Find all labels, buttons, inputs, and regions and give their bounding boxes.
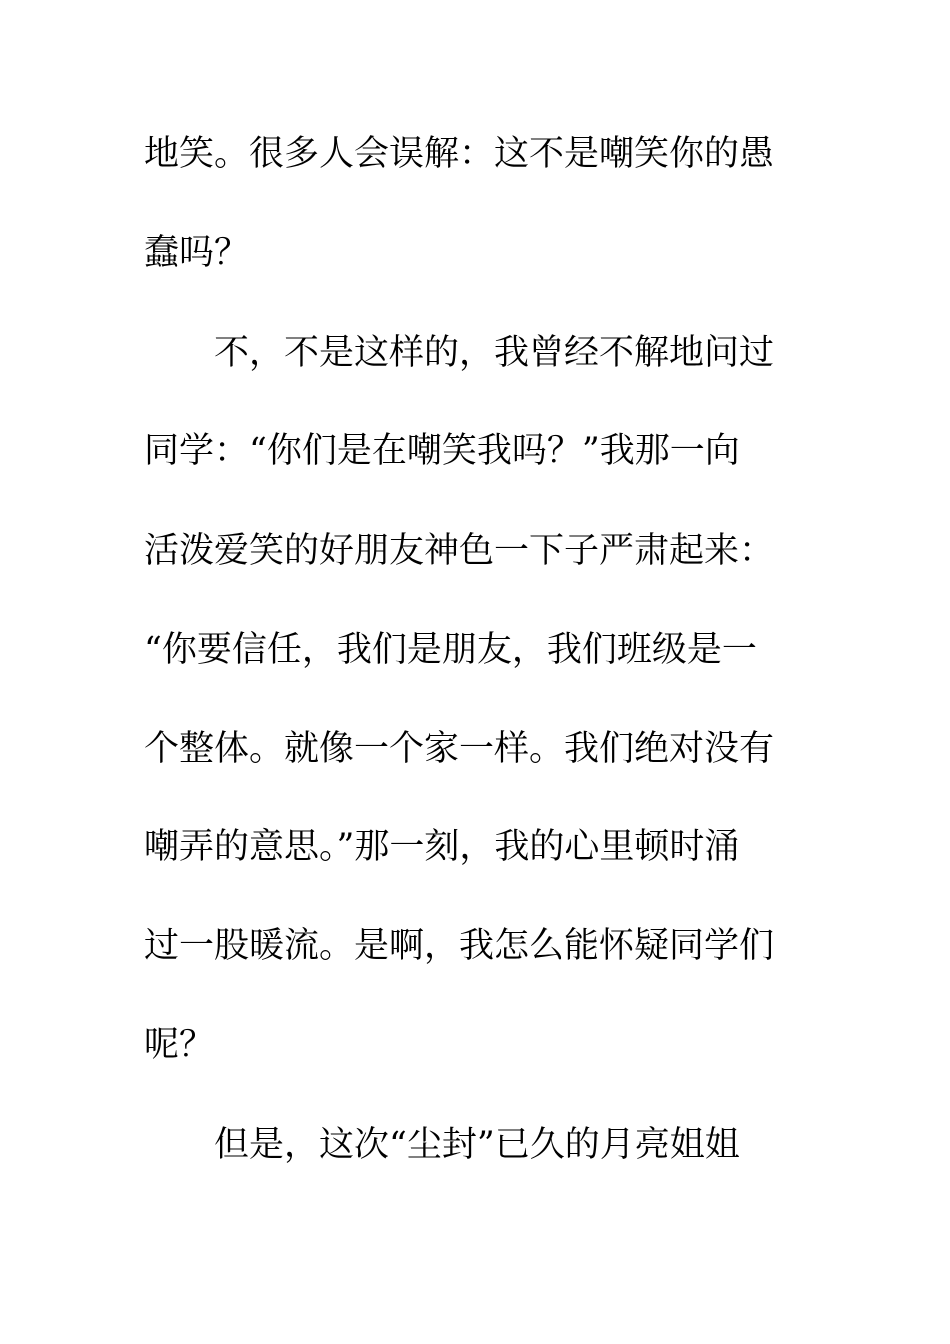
text-line-6: “你要信任，我们是朋友，我们班级是一 (144, 630, 757, 670)
text-line-10: 呢？ (144, 1025, 215, 1065)
text-line-4: 同学：“你们是在嘲笑我吗？”我那一向 (144, 431, 740, 471)
text-line-5: 活泼爱笑的好朋友神色一下子严肃起来： (144, 531, 775, 571)
text-line-9: 过一股暖流。是啊，我怎么能怀疑同学们 (144, 926, 775, 966)
text-line-8: 嘲弄的意思。”那一刻，我的心里顿时涌 (144, 827, 740, 867)
text-line-1: 地笑。很多人会误解：这不是嘲笑你的愚 (144, 134, 775, 174)
text-line-7: 个整体。就像一个家一样。我们绝对没有 (144, 729, 775, 769)
text-line-11: 但是，这次“尘封”已久的月亮姐姐 (214, 1125, 740, 1165)
text-line-3: 不，不是这样的，我曾经不解地问过 (214, 333, 775, 373)
text-line-2: 蠢吗？ (144, 233, 250, 273)
